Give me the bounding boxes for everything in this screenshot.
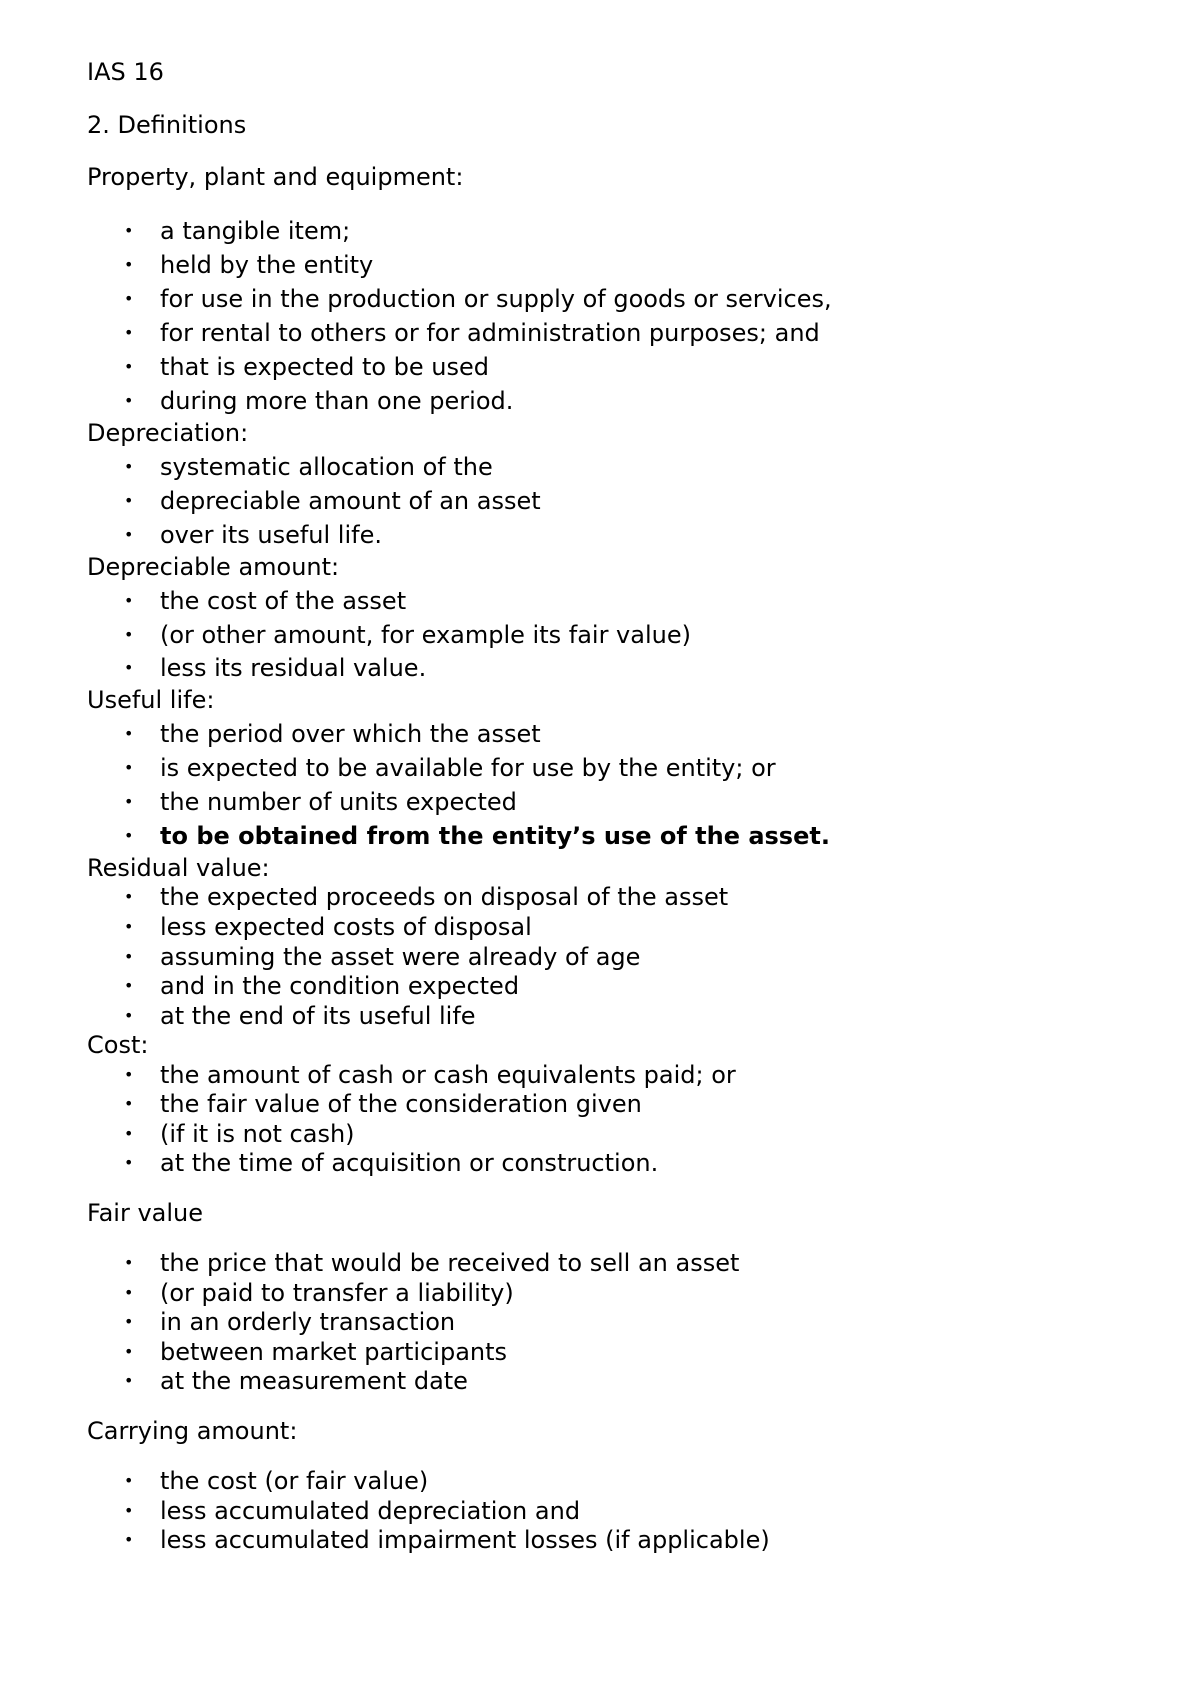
list-item: (or other amount, for example its fair value) [160, 621, 691, 649]
bullet-icon: • [124, 1253, 134, 1272]
list-item: assuming the asset were already of age [160, 943, 641, 971]
list-item: the number of units expected [160, 788, 517, 816]
list-item: between market participants [160, 1338, 508, 1366]
list-item: less expected costs of disposal [160, 913, 532, 941]
list-item: at the time of acquisition or construction. [160, 1149, 659, 1177]
list-item: (if it is not cash) [160, 1120, 355, 1148]
section-heading: 2. Definitions [87, 111, 247, 139]
bullet-icon: • [124, 887, 134, 906]
list-item: the cost (or fair value) [160, 1467, 429, 1495]
list-item: held by the entity [160, 251, 374, 279]
list-item: for rental to others or for administration purposes; and [160, 319, 820, 347]
list-item: that is expected to be used [160, 353, 490, 381]
bullet-icon: • [124, 724, 134, 743]
list-item: and in the condition expected [160, 972, 520, 1000]
list-item: depreciable amount of an asset [160, 487, 541, 515]
bullet-icon: • [124, 1283, 134, 1302]
bullet-icon: • [124, 1094, 134, 1113]
list-item: systematic allocation of the [160, 453, 493, 481]
bullet-icon: • [124, 826, 134, 845]
definition-term-fair-value: Fair value [87, 1199, 204, 1227]
bullet-icon: • [124, 976, 134, 995]
bullet-icon: • [124, 491, 134, 510]
definition-term-ppe: Property, plant and equipment: [87, 163, 464, 191]
definition-term-depreciable-amount: Depreciable amount: [87, 553, 340, 581]
bullet-icon: • [124, 1124, 134, 1143]
bullet-icon: • [124, 391, 134, 410]
definition-term-carrying-amount: Carrying amount: [87, 1417, 298, 1445]
list-item: during more than one period. [160, 387, 514, 415]
bullet-icon: • [124, 289, 134, 308]
definition-term-depreciation: Depreciation: [87, 419, 249, 447]
list-item: the expected proceeds on disposal of the asset [160, 883, 729, 911]
list-item: for use in the production or supply of goods or services, [160, 285, 832, 313]
bullet-icon: • [124, 323, 134, 342]
list-item: the cost of the asset [160, 587, 407, 615]
list-item: (or paid to transfer a liability) [160, 1279, 514, 1307]
bullet-icon: • [124, 1312, 134, 1331]
bullet-icon: • [124, 1342, 134, 1361]
list-item: a tangible item; [160, 217, 351, 245]
list-item: at the measurement date [160, 1367, 468, 1395]
bullet-icon: • [124, 658, 134, 677]
bullet-icon: • [124, 625, 134, 644]
definition-term-cost: Cost: [87, 1031, 149, 1059]
bullet-icon: • [124, 792, 134, 811]
bullet-icon: • [124, 457, 134, 476]
bullet-icon: • [124, 591, 134, 610]
bullet-icon: • [124, 1501, 134, 1520]
bullet-icon: • [124, 357, 134, 376]
bullet-icon: • [124, 1065, 134, 1084]
bullet-icon: • [124, 255, 134, 274]
bullet-icon: • [124, 917, 134, 936]
list-item-emphasized: to be obtained from the entity’s use of the asset. [160, 822, 830, 850]
bullet-icon: • [124, 1530, 134, 1549]
list-item: the price that would be received to sell an asset [160, 1249, 740, 1277]
bullet-icon: • [124, 758, 134, 777]
document-title: IAS 16 [87, 58, 164, 86]
list-item: the period over which the asset [160, 720, 541, 748]
list-item: in an orderly transaction [160, 1308, 456, 1336]
bullet-icon: • [124, 947, 134, 966]
list-item: over its useful life. [160, 521, 382, 549]
list-item: less its residual value. [160, 654, 427, 682]
list-item: less accumulated impairment losses (if applicable) [160, 1526, 770, 1554]
bullet-icon: • [124, 221, 134, 240]
list-item: is expected to be available for use by the entity; or [160, 754, 776, 782]
definition-term-useful-life: Useful life: [87, 686, 215, 714]
list-item: at the end of its useful life [160, 1002, 476, 1030]
bullet-icon: • [124, 1006, 134, 1025]
definition-term-residual-value: Residual value: [87, 854, 270, 882]
list-item: less accumulated depreciation and [160, 1497, 581, 1525]
list-item: the fair value of the consideration given [160, 1090, 642, 1118]
bullet-icon: • [124, 1371, 134, 1390]
bullet-icon: • [124, 1153, 134, 1172]
bullet-icon: • [124, 1471, 134, 1490]
bullet-icon: • [124, 525, 134, 544]
list-item: the amount of cash or cash equivalents paid; or [160, 1061, 736, 1089]
